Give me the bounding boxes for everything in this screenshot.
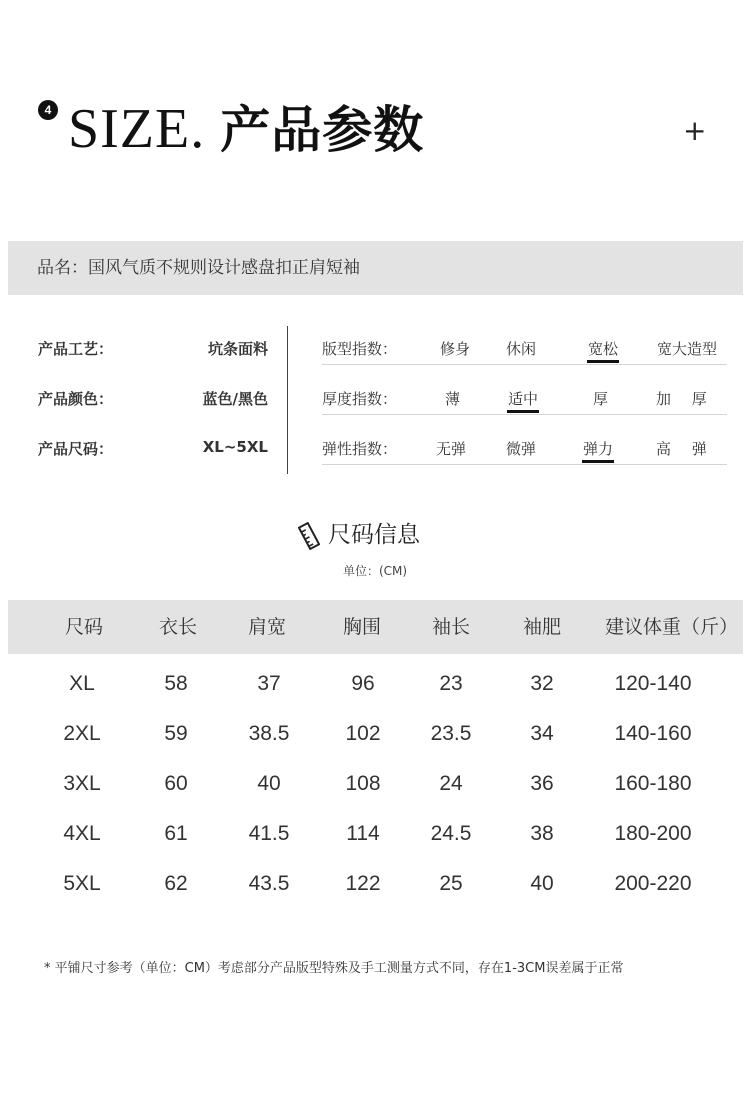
index-row-thickness [322, 380, 727, 430]
column-header: 建议体重（斤） [605, 616, 739, 638]
column-header: 衣长 [158, 616, 197, 638]
table-cell: 40 [257, 772, 281, 795]
column-header: 胸围 [342, 616, 381, 638]
column-header: 袖肥 [522, 616, 561, 638]
table-cell: 140-160 [614, 722, 692, 745]
table-row [0, 859, 750, 909]
index-option-selected: 适中 [508, 390, 539, 408]
table-row [0, 759, 750, 809]
table-cell: 23.5 [430, 722, 472, 745]
index-option: 厚 [593, 390, 609, 408]
row-divider [322, 414, 727, 415]
table-cell: 38 [530, 822, 554, 845]
unit-label: 单位：(CM) [342, 564, 408, 578]
spec-row-color [38, 380, 268, 430]
table-cell: 2XL [63, 722, 101, 745]
spec-label: 产品工艺： [38, 340, 114, 358]
table-cell: 25 [439, 872, 463, 895]
index-option-selected: 宽松 [588, 340, 619, 358]
index-option: 休闲 [506, 340, 537, 358]
size-table-header [8, 600, 743, 654]
column-header: 肩宽 [247, 616, 286, 638]
table-cell: 60 [164, 772, 188, 795]
index-table [322, 330, 727, 480]
ruler-icon [298, 522, 320, 550]
row-divider [322, 364, 727, 365]
section-number-badge: 4 [38, 100, 58, 120]
spec-row-craft [38, 330, 268, 380]
table-cell: 160-180 [614, 772, 692, 795]
section-header [38, 96, 718, 166]
table-cell: 40 [530, 872, 554, 895]
table-cell: 41.5 [248, 822, 290, 845]
size-info-heading [0, 518, 750, 554]
spec-value: XL~5XL [202, 438, 268, 456]
index-label: 版型指数： [322, 340, 398, 358]
index-option: 加 厚 [656, 390, 707, 408]
table-cell: 37 [257, 672, 281, 695]
product-name: 品名：国风气质不规则设计感盘扣正肩短袖 [37, 258, 360, 278]
table-cell: 4XL [63, 822, 101, 845]
column-header: 尺码 [64, 616, 103, 638]
index-option: 微弹 [506, 440, 537, 458]
table-cell: 43.5 [248, 872, 290, 895]
table-row [0, 809, 750, 859]
page-title [68, 96, 424, 163]
table-cell: 58 [164, 672, 188, 695]
table-cell: 108 [345, 772, 381, 795]
table-cell: 61 [164, 822, 188, 845]
table-cell: 59 [164, 722, 188, 745]
title-cn: 产品参数 [220, 100, 425, 159]
table-cell: 62 [164, 872, 188, 895]
vertical-divider [287, 326, 288, 474]
table-cell: 32 [530, 672, 554, 695]
table-cell: 5XL [63, 872, 101, 895]
index-label: 厚度指数： [322, 390, 398, 408]
table-cell: 38.5 [248, 722, 290, 745]
index-option: 高 弹 [656, 440, 707, 458]
size-info-title: 尺码信息 [328, 522, 420, 548]
table-cell: 24.5 [430, 822, 472, 845]
spec-label: 产品尺码： [38, 440, 114, 458]
spec-row-size [38, 430, 268, 480]
table-cell: 180-200 [614, 822, 692, 845]
index-row-elasticity [322, 430, 727, 480]
table-row [0, 709, 750, 759]
table-cell: 23 [439, 672, 463, 695]
table-cell: 114 [346, 822, 380, 845]
table-cell: 96 [351, 672, 375, 695]
table-cell: 36 [530, 772, 554, 795]
table-cell: 120-140 [614, 672, 692, 695]
table-cell: XL [69, 672, 95, 695]
row-divider [322, 464, 727, 465]
index-option: 修身 [440, 340, 471, 358]
table-cell: 200-220 [614, 872, 692, 895]
spec-label: 产品颜色： [38, 390, 114, 408]
table-cell: 3XL [63, 772, 101, 795]
table-cell: 102 [345, 722, 381, 745]
index-option: 无弹 [436, 440, 467, 458]
column-header: 袖长 [431, 616, 470, 638]
index-label: 弹性指数： [322, 440, 398, 458]
spec-value: 蓝色/黑色 [202, 390, 268, 408]
index-option: 宽大造型 [657, 340, 718, 358]
spec-list [38, 330, 268, 480]
plus-icon: + [683, 114, 707, 147]
title-en: SIZE. [68, 98, 206, 160]
index-option-selected: 弹力 [583, 440, 614, 458]
index-row-fit [322, 330, 727, 380]
table-cell: 24 [439, 772, 463, 795]
table-cell: 34 [530, 722, 554, 745]
table-row [0, 659, 750, 709]
footnote: * 平铺尺寸参考（单位：CM）考虑部分产品版型特殊及手工测量方式不同，存在1-3CM误差属于正常 [44, 961, 624, 976]
index-option: 薄 [445, 390, 461, 408]
table-cell: 122 [345, 872, 381, 895]
product-name-bar [8, 241, 743, 295]
spec-value: 坑条面料 [207, 340, 268, 358]
